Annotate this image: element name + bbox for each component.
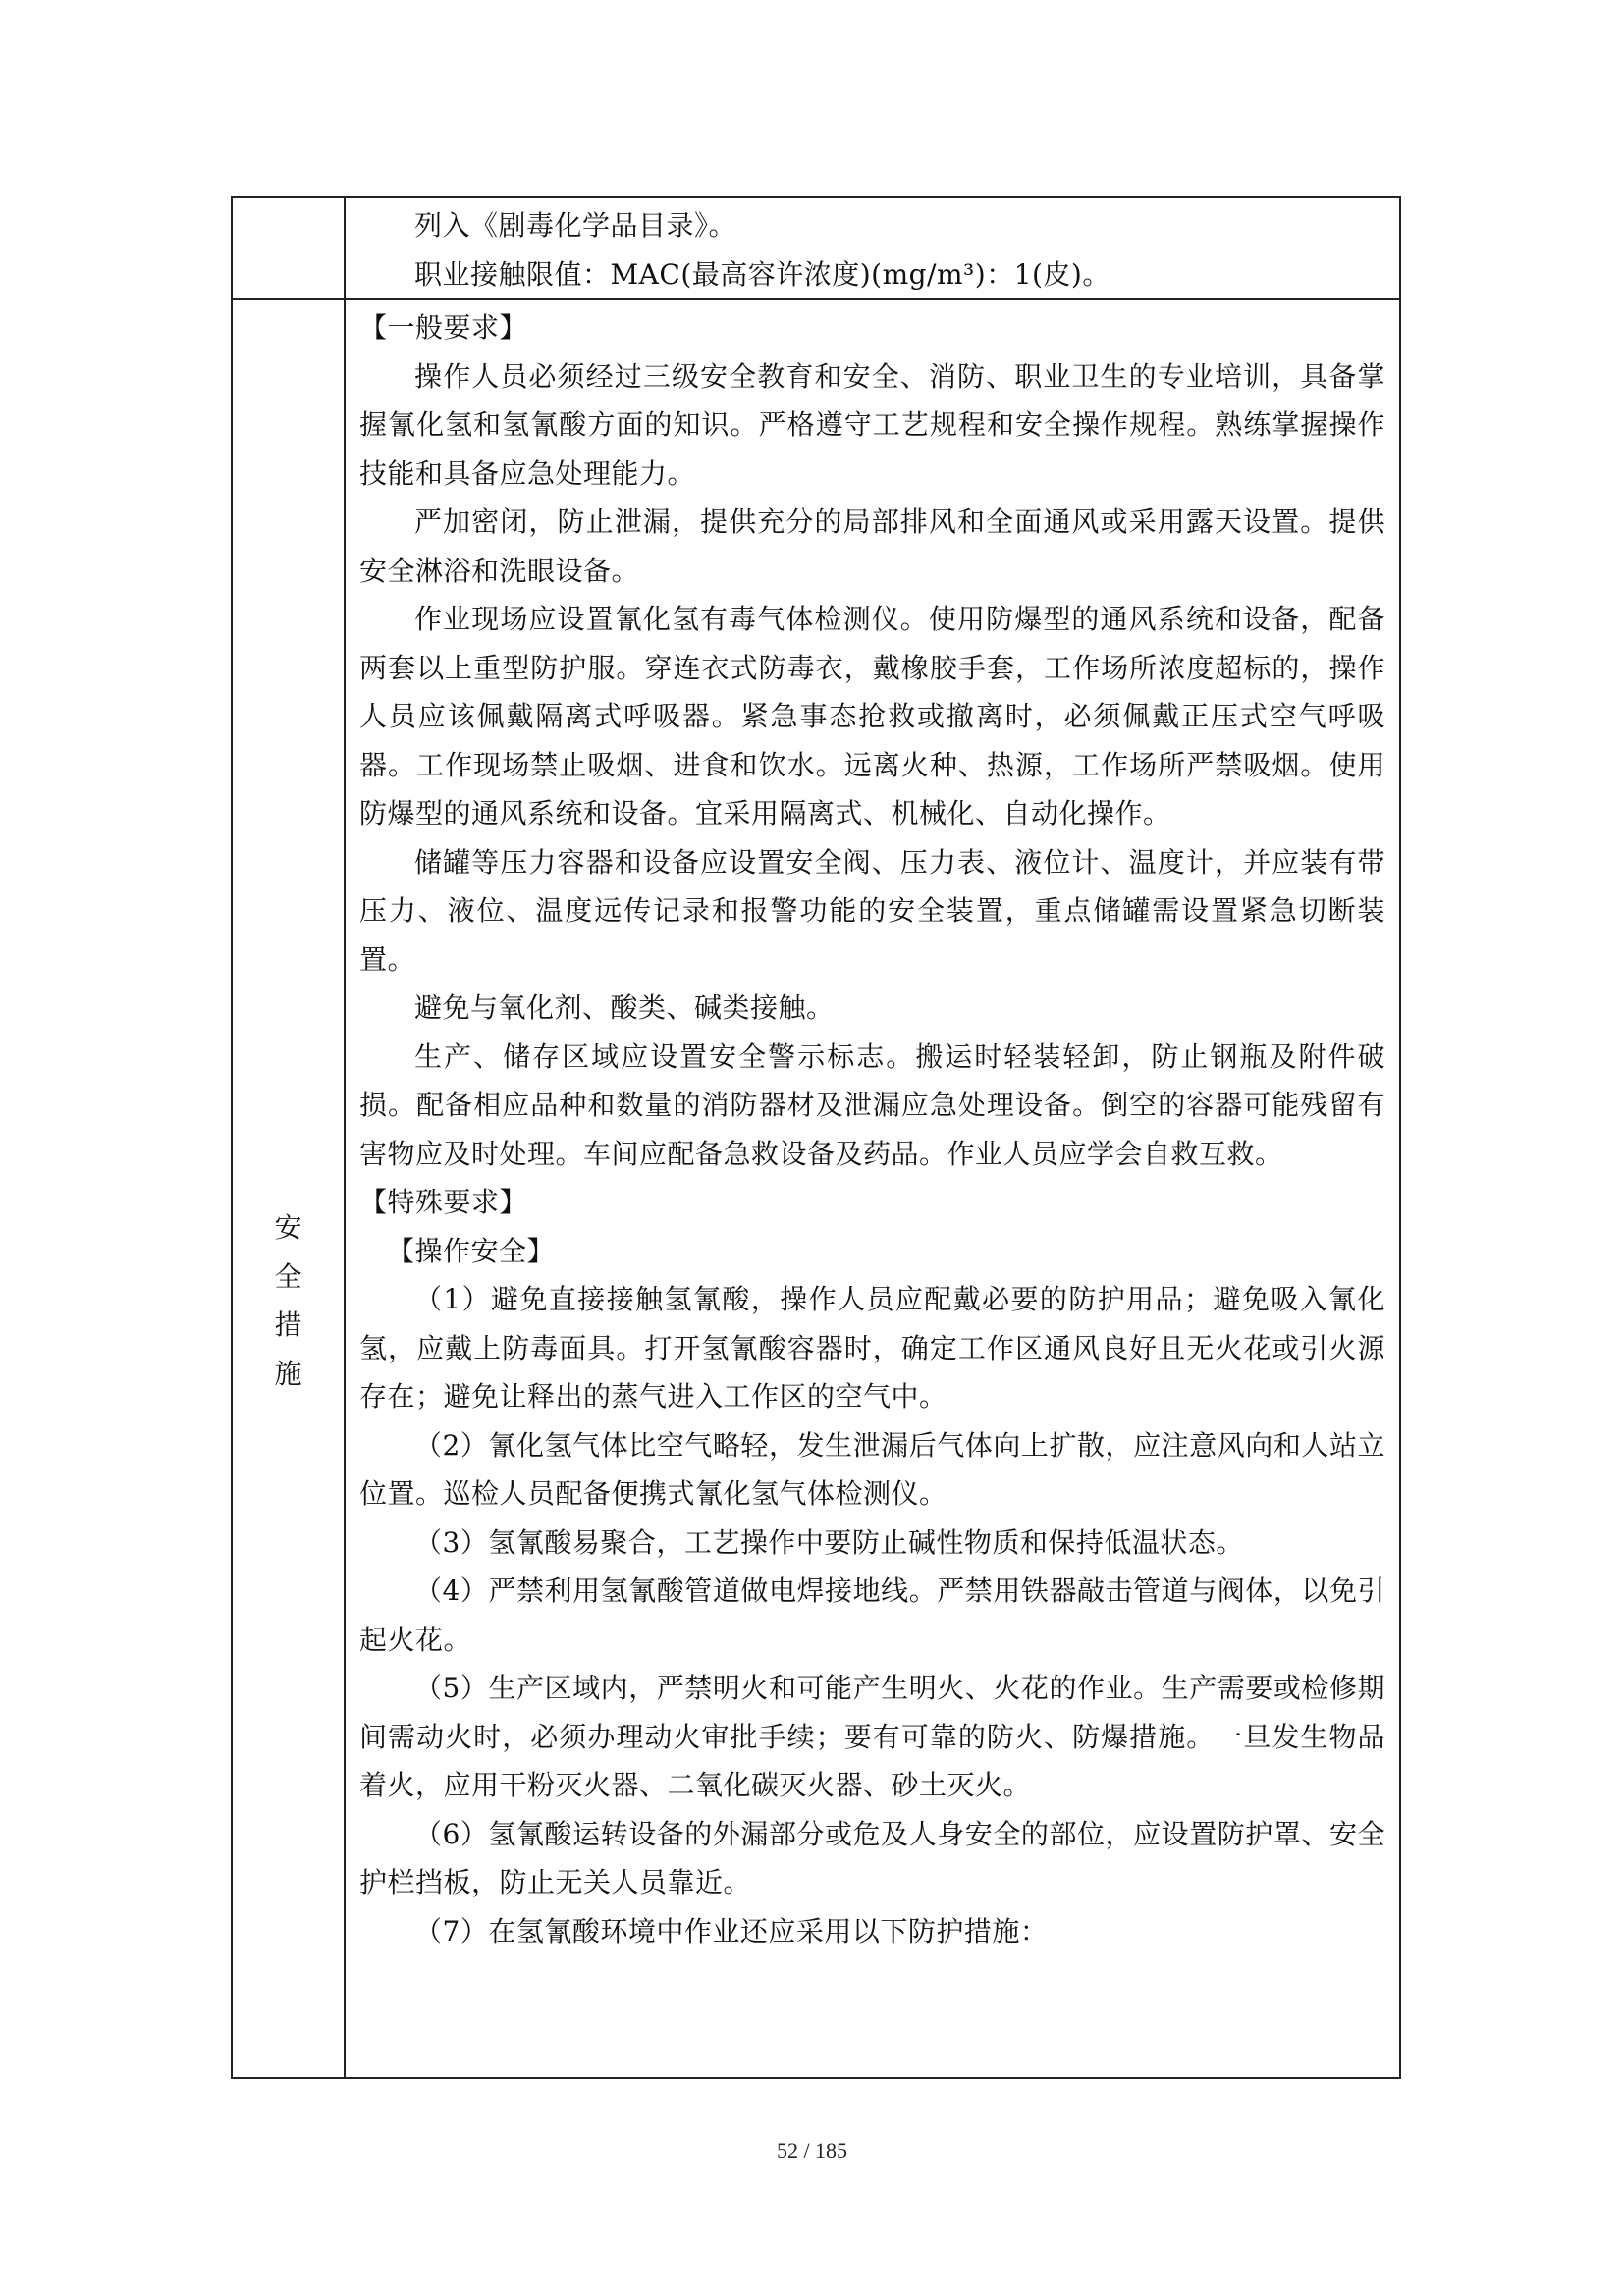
general-paragraph: 严加密闭，防止泄漏，提供充分的局部排风和全面通风或采用露天设置。提供安全淋浴和洗眼设备。 — [359, 506, 1385, 587]
general-paragraph: 生产、储存区域应设置安全警示标志。搬运时轻装轻卸，防止钢瓶及附件破损。配备相应品种和数量的消防器材及泄漏应急处理设备。倒空的容器可能残留有害物应及时处理。车间应配备急救设备及药品。作业人员应学会自救互救。 — [359, 1040, 1385, 1170]
page-number: 52 / 185 — [776, 2138, 848, 2163]
special-item: （4）严禁利用氢氰酸管道做电焊接地线。严禁用铁器敲击管道与阀体，以免引起火花。 — [359, 1575, 1385, 1656]
special-item: （1）避免直接接触氢氰酸，操作人员应配戴必要的防护用品；避免吸入氰化氢，应戴上防毒面具。打开氢氰酸容器时，确定工作区通风良好且无火花或引火源存在；避免让释出的蒸气进入工作区的空气中。 — [359, 1283, 1385, 1413]
section-label — [233, 1203, 344, 1398]
safety-measures-cell — [345, 299, 1400, 2078]
section-label-char: 施 — [274, 1357, 302, 1390]
classification-cell — [345, 197, 1400, 299]
general-paragraph: 作业现场应设置氰化氢有毒气体检测仪。使用防爆型的通风系统和设备，配备两套以上重型防护服。穿连衣式防毒衣，戴橡胶手套，工作场所浓度超标的，操作人员应该佩戴隔离式呼吸器。紧急事态抢救或撤离时，必须佩戴正压式空气呼吸器。工作现场禁止吸烟、进食和饮水。远离火种、热源，工作场所严禁吸烟。使用防爆型的通风系统和设备。宜采用隔离式、机械化、自动化操作。 — [359, 603, 1385, 829]
section-label-char: 全 — [274, 1259, 302, 1293]
special-item: （3）氢氰酸易聚合，工艺操作中要防止碱性物质和保持低温状态。 — [414, 1525, 1244, 1559]
section-label-cell — [232, 299, 345, 2078]
general-requirements-heading: 【一般要求】 — [359, 311, 528, 344]
special-requirements-heading: 【特殊要求】 — [359, 1186, 528, 1218]
operation-safety-heading: 【操作安全】 — [387, 1234, 556, 1267]
exposure-limit-note: 职业接触限值：MAC(最高容许浓度)(mg/m³)：1(皮)。 — [414, 257, 1110, 291]
general-paragraph: 操作人员必须经过三级安全教育和安全、消防、职业卫生的专业培训，具备掌握氰化氢和氢氰酸方面的知识。严格遵守工艺规程和安全操作规程。熟练掌握操作技能和具备应急处理能力。 — [359, 359, 1385, 490]
toxic-catalog-note: 列入《剧毒化学品目录》。 — [414, 209, 737, 241]
special-item: （7）在氢氰酸环境中作业还应采用以下防护措施： — [414, 1914, 1049, 1948]
special-item: （2）氰化氢气体比空气略轻，发生泄漏后气体向上扩散，应注意风向和人站立位置。巡检人员配备便携式氰化氢气体检测仪。 — [359, 1428, 1385, 1510]
general-paragraph: 储罐等压力容器和设备应设置安全阀、压力表、液位计、温度计，并应装有带压力、液位、温度远传记录和报警功能的安全装置，重点储罐需设置紧急切断装置。 — [359, 845, 1385, 976]
section-label-char: 安 — [274, 1211, 302, 1244]
table-row-safety-measures — [232, 299, 1400, 2078]
empty-label-cell — [232, 197, 345, 299]
safety-table — [231, 196, 1401, 2079]
table-row-classification — [232, 197, 1400, 299]
special-item: （6）氢氰酸运转设备的外漏部分或危及人身安全的部位，应设置防护罩、安全护栏挡板，防止无关人员靠近。 — [359, 1817, 1385, 1898]
special-item: （5）生产区域内，严禁明火和可能产生明火、火花的作业。生产需要或检修期间需动火时，必须办理动火审批手续；要有可靠的防火、防爆措施。一旦发生物品着火，应用干粉灭火器、二氧化碳灭火器、砂土灭火。 — [359, 1672, 1385, 1801]
section-label-char: 措 — [274, 1308, 302, 1341]
general-paragraph: 避免与氧化剂、酸类、碱类接触。 — [414, 991, 835, 1024]
